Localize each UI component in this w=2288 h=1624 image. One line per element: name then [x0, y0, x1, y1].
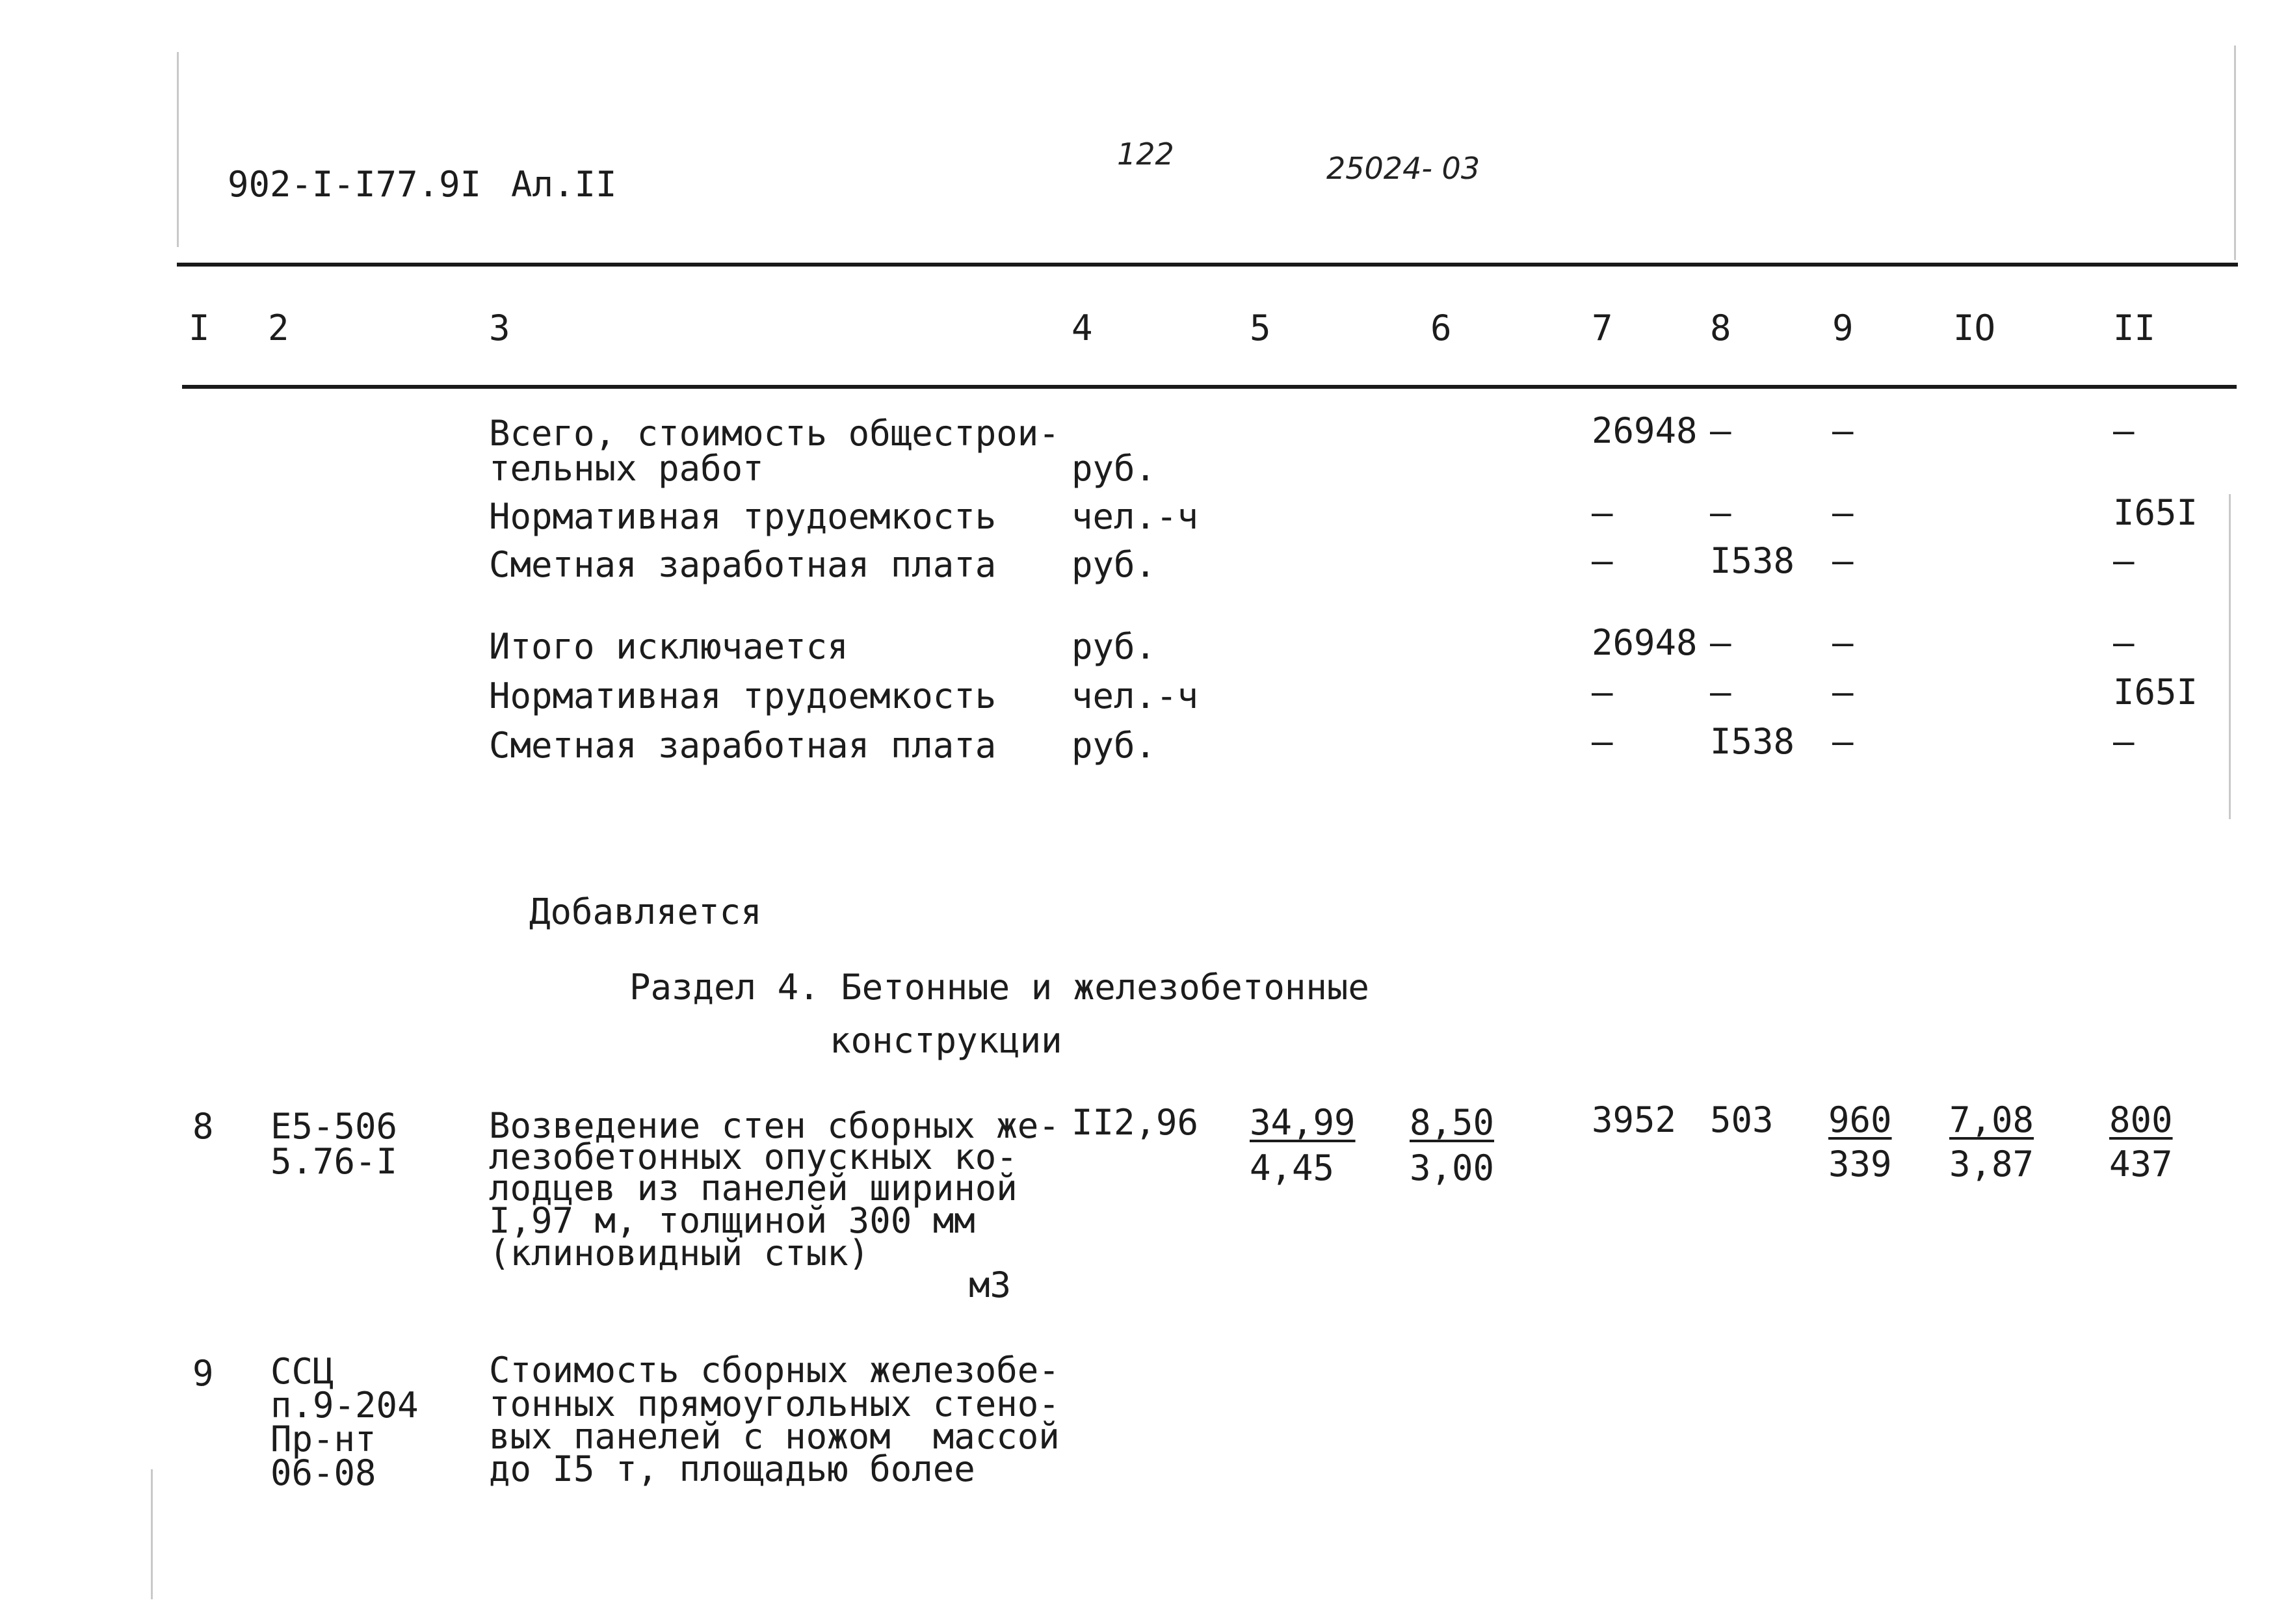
item8-desc-line2: лезобетонных опускных ко-: [489, 1136, 1018, 1177]
item8-desc-line3: лодцев из панелей шириной: [489, 1168, 1018, 1209]
added-label: Добавляется: [529, 891, 762, 932]
item8-c10-top: 7,08: [1949, 1099, 2034, 1140]
item9-code-line1: ССЦ: [270, 1351, 334, 1392]
total-unit: руб.: [1072, 448, 1157, 489]
col-6-header: 6: [1430, 308, 1452, 348]
item8-desc-line5: (клиновидный стык): [489, 1233, 870, 1274]
item8-desc-line4: I,97 м, толщиной 300 мм: [489, 1200, 975, 1241]
item8-c7: 3952: [1592, 1099, 1677, 1140]
col-7-header: 7: [1592, 308, 1613, 348]
wages-name: Сметная заработная плата: [489, 544, 997, 585]
wages-c11: –: [2113, 540, 2135, 581]
item8-c5-top: 34,99: [1250, 1102, 1356, 1143]
item8-c8: 503: [1710, 1099, 1774, 1140]
section-title-line2: конструкции: [830, 1020, 1062, 1061]
excluded-name: Итого исключается: [489, 626, 848, 667]
labor-c9: –: [1832, 492, 1854, 533]
excluded-labor-unit: чел.-ч: [1072, 675, 1199, 716]
item8-c9-top: 960: [1828, 1099, 1892, 1140]
total-name-line2: тельных работ: [489, 448, 764, 489]
excluded-unit: руб.: [1072, 626, 1157, 667]
item8-c6-bottom: 3,00: [1410, 1147, 1495, 1188]
excluded-wages-c7: –: [1592, 721, 1613, 762]
excluded-labor-c9: –: [1832, 672, 1854, 713]
item8-desc-line1: Возведение стен сборных же-: [489, 1105, 1060, 1146]
excluded-labor-c8: –: [1710, 672, 1731, 713]
col-11-header: II: [2113, 308, 2156, 348]
col-4-header: 4: [1072, 308, 1093, 348]
album-number: Ал.II: [511, 164, 617, 205]
excluded-wages-name: Сметная заработная плата: [489, 725, 997, 766]
item8-c11-bottom: 437: [2109, 1144, 2173, 1185]
excluded-wages-unit: руб.: [1072, 725, 1157, 766]
item9-number: 9: [192, 1353, 214, 1394]
col-3-header: 3: [489, 308, 510, 348]
labor-name: Нормативная трудоемкость: [489, 496, 997, 537]
excluded-wages-c8: I538: [1710, 721, 1795, 762]
left-margin-line-lower: [151, 1469, 153, 1599]
wages-c8: I538: [1710, 540, 1795, 581]
right-margin-line: [2234, 46, 2236, 260]
total-name-line1: Всего, стоимость общестрои-: [489, 413, 1060, 454]
item8-code-line1: Е5-506: [270, 1106, 398, 1147]
total-c9: –: [1832, 410, 1854, 451]
excluded-c9: –: [1832, 622, 1854, 663]
labor-c7: –: [1592, 492, 1613, 533]
item8-code-line2: 5.76-I: [270, 1141, 398, 1182]
item8-c6-top: 8,50: [1410, 1102, 1495, 1143]
excluded-labor-c11: I65I: [2113, 672, 2198, 713]
item8-number: 8: [192, 1106, 214, 1147]
col-8-header: 8: [1710, 308, 1731, 348]
item9-code-line2: п.9-204: [270, 1385, 419, 1426]
item8-unit: м3: [969, 1264, 1012, 1305]
item9-code-line4: 06-08: [270, 1452, 376, 1493]
total-c11: –: [2113, 410, 2135, 451]
handwritten-page-number: 122: [1117, 137, 1174, 172]
right-margin-line-lower: [2229, 494, 2231, 819]
col-10-header: IO: [1953, 308, 1996, 348]
item9-desc-line4: до I5 т, площадью более: [489, 1448, 975, 1489]
document-code: 902-I-I77.9I: [228, 164, 482, 205]
total-c7: 26948: [1592, 410, 1698, 451]
labor-c11: I65I: [2113, 492, 2198, 533]
section-title-line1: Раздел 4. Бетонные и железобетонные: [629, 967, 1369, 1008]
item8-c9-bottom: 339: [1828, 1144, 1892, 1185]
col-1-header: I: [189, 308, 210, 348]
item9-code-line3: Пр-нт: [270, 1419, 376, 1460]
excluded-c8: –: [1710, 622, 1731, 663]
col-9-header: 9: [1832, 308, 1854, 348]
handwritten-document-number: 25024- 03: [1326, 151, 1480, 186]
excluded-wages-c11: –: [2113, 721, 2135, 762]
wages-unit: руб.: [1072, 544, 1157, 585]
labor-c8: –: [1710, 492, 1731, 533]
excluded-c7: 26948: [1592, 622, 1698, 663]
left-margin-line: [177, 52, 179, 247]
item8-c10-bottom: 3,87: [1949, 1144, 2034, 1185]
col-5-header: 5: [1250, 308, 1271, 348]
item9-desc-line3: вых панелей с ножом массой: [489, 1416, 1060, 1457]
excluded-wages-c9: –: [1832, 721, 1854, 762]
item9-desc-line1: Стоимость сборных железобе-: [489, 1350, 1060, 1391]
wages-c9: –: [1832, 540, 1854, 581]
labor-unit: чел.-ч: [1072, 496, 1199, 537]
header-rule: [177, 263, 2238, 267]
item8-quantity: II2,96: [1072, 1102, 1199, 1143]
excluded-labor-name: Нормативная трудоемкость: [489, 675, 997, 716]
excluded-labor-c7: –: [1592, 672, 1613, 713]
item9-desc-line2: тонных прямоугольных стено-: [489, 1383, 1060, 1424]
item8-c11-top: 800: [2109, 1099, 2173, 1140]
col-2-header: 2: [268, 308, 289, 348]
total-c8: –: [1710, 410, 1731, 451]
column-header-rule: [182, 385, 2237, 389]
excluded-c11: –: [2113, 622, 2135, 663]
wages-c7: –: [1592, 540, 1613, 581]
item8-c5-bottom: 4,45: [1250, 1147, 1335, 1188]
